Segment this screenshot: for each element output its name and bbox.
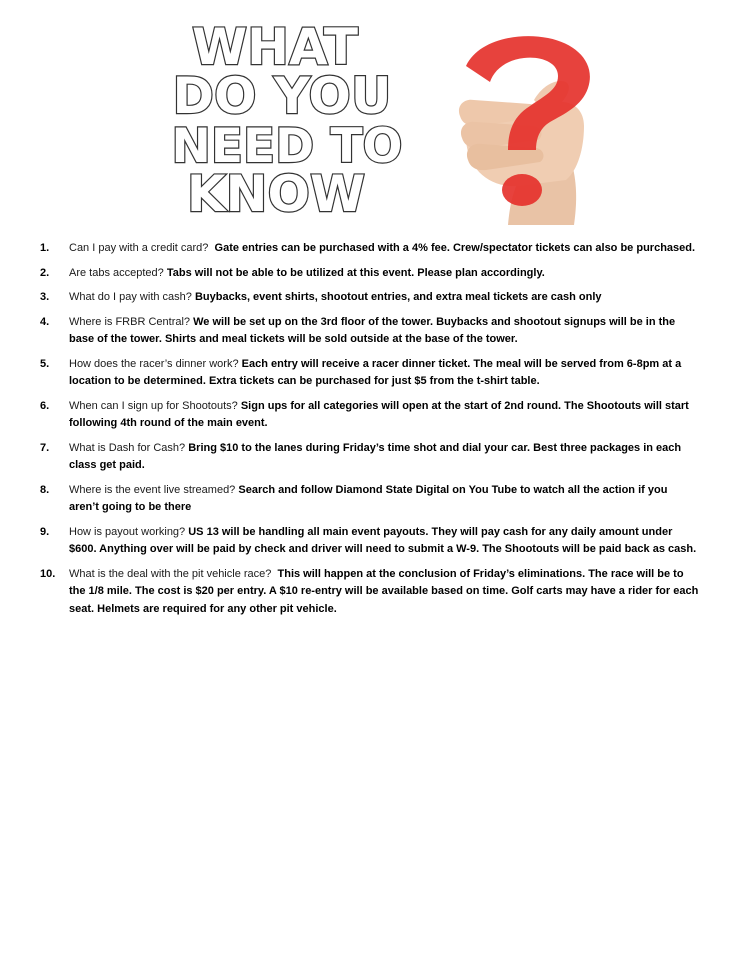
item-number: 3. [40,291,50,303]
faq-question: How does the racer’s dinner work? [69,357,239,370]
faq-text [69,240,700,258]
hand-holding-question-mark-icon [438,30,598,225]
faq-text [69,356,700,391]
faq-text [69,314,700,349]
faq-item-4 [40,314,700,349]
faq-item-9 [40,524,700,559]
page-header [0,0,742,230]
faq-text [69,482,700,517]
faq-question: Can I pay with a credit card? [69,242,209,254]
item-number: 2. [40,266,50,279]
faq-answer: US 13 will be handling all main event payouts. They will pay cash for any daily amount under $600. Anything over will be paid by check and driver will need to submit a W-9. The Shootouts will be paid back as cash. [69,525,697,555]
title-line-1: WHAT [192,18,358,76]
faq-text [69,398,700,433]
faq-answer: Sign ups for all categories will open at the start of 2nd round. The Shootouts will start following 4th round of the main event. [69,399,689,429]
faq-answer: Buybacks, event shirts, shootout entries, and extra meal tickets are cash only [194,291,602,303]
faq-answer: Each entry will receive a racer dinner ticket. The meal will be served from 6-8pm at a location to be determined. Extra tickets can be purchased for just $5 from the t-shirt table. [69,357,682,387]
faq-item-8 [40,482,700,517]
faq-item-2 [40,265,700,283]
title-line-3: NEED TO [171,119,403,174]
faq-text [69,265,700,283]
page-title [150,18,425,218]
faq-text [69,524,700,559]
faq-answer: Tabs will not be able to be utilized at this event. Please plan accordingly. [166,266,545,279]
faq-answer: We will be set up on the 3rd floor of the tower. Buybacks and shootout signups will be in the base of the tower. Shirts and meal tickets will be sold outside at the base of the tower. [69,315,676,345]
faq-item-6 [40,398,700,433]
faq-answer: This will happen at the conclusion of Friday’s eliminations. The race will be to the 1/8 mile. The cost is $20 per entry. A $10 re-entry will be available based on time. Golf carts may have a rider for each seat. Helmets are required for any other pit vehicle. [69,567,699,615]
item-number: 10. [40,567,56,580]
faq-question: When can I sign up for Shootouts? [69,399,238,412]
faq-list [40,240,700,625]
faq-text [69,289,700,307]
item-number: 8. [40,483,50,496]
faq-question: Are tabs accepted? [69,266,164,279]
faq-answer: Bring $10 to the lanes during Friday’s time shot and dial your car. Best three packages in each class get paid. [69,441,682,471]
faq-item-7 [40,440,700,475]
title-line-4: KNOW [186,165,366,218]
item-number: 1. [40,242,50,254]
faq-question: What is the deal with the pit vehicle race? [69,567,272,580]
item-number: 5. [40,357,50,370]
faq-text [69,566,700,619]
faq-answer: Search and follow Diamond State Digital on You Tube to watch all the action if you aren’t going to be there [69,483,668,513]
faq-item-1 [40,240,700,258]
faq-answer: Gate entries can be purchased with a 4% fee. Crew/spectator tickets can also be purchased. [214,242,696,254]
item-number: 7. [40,441,50,454]
faq-question: What do I pay with cash? [69,291,192,303]
faq-item-3 [40,289,700,307]
faq-text [69,440,700,475]
faq-question: Where is FRBR Central? [69,315,191,328]
item-number: 9. [40,525,50,538]
item-number: 6. [40,399,50,412]
title-graphic [150,18,425,218]
faq-item-10 [40,566,700,619]
item-number: 4. [40,315,50,328]
faq-question: Where is the event live streamed? [69,483,236,496]
faq-item-5 [40,356,700,391]
faq-question: How is payout working? [69,525,186,538]
faq-question: What is Dash for Cash? [69,441,186,454]
title-line-2: DO YOU [172,67,392,125]
